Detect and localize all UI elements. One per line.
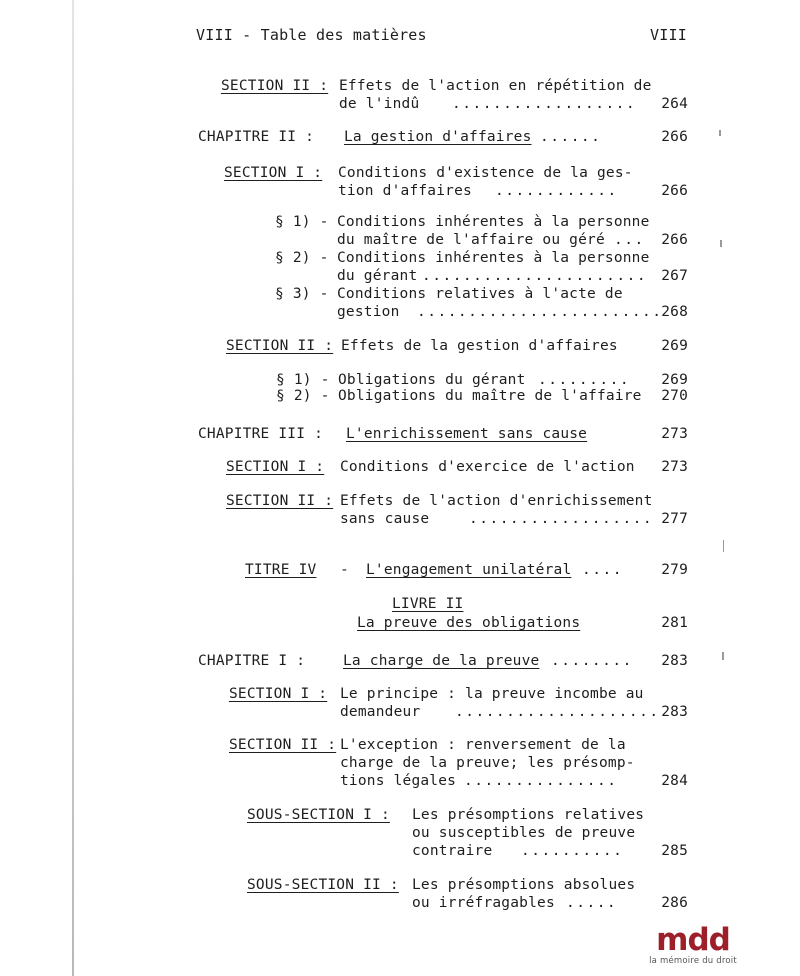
toc-page-number[interactable]: 286 bbox=[661, 895, 688, 911]
toc-leader: ...................... bbox=[422, 268, 648, 284]
toc-page-number[interactable]: 267 bbox=[661, 268, 688, 284]
toc-title-line: Effets de l'action en répétition de bbox=[339, 78, 652, 94]
toc-title-line: tions légales bbox=[340, 773, 457, 789]
mdd-logo bbox=[643, 924, 743, 967]
toc-leader: .......... bbox=[521, 843, 624, 859]
scan-speck bbox=[719, 130, 721, 136]
toc-label: SECTION I : bbox=[229, 686, 328, 702]
page-header-numeral: VIII bbox=[650, 26, 687, 44]
toc-title-line: La preuve des obligations bbox=[357, 615, 581, 631]
toc-title-line: ou susceptibles de preuve bbox=[412, 825, 636, 841]
page-header-title: VIII - Table des matières bbox=[196, 26, 427, 44]
toc-title-line: Obligations du maître de l'affaire bbox=[338, 388, 642, 404]
toc-title-line: Conditions inhérentes à la personne bbox=[337, 214, 650, 230]
toc-label: CHAPITRE II : bbox=[198, 129, 315, 145]
toc-page-number[interactable]: 277 bbox=[661, 511, 688, 527]
toc-dash: - bbox=[340, 562, 349, 578]
toc-page-number[interactable]: 266 bbox=[661, 183, 688, 199]
toc-label: § 1) - bbox=[275, 214, 329, 230]
toc-title-line: Effets de la gestion d'affaires bbox=[341, 338, 618, 354]
toc-label: § 1) - bbox=[276, 372, 330, 388]
toc-title-line: Conditions inhérentes à la personne bbox=[337, 250, 650, 266]
toc-livre-heading: LIVRE II bbox=[392, 596, 464, 612]
toc-title-line: contraire bbox=[412, 843, 493, 859]
toc-title-line: La charge de la preuve bbox=[343, 653, 540, 669]
toc-title-line: L'exception : renversement de la bbox=[340, 737, 626, 753]
toc-label: § 3) - bbox=[275, 286, 329, 302]
toc-title-line: du maître de l'affaire ou géré bbox=[337, 232, 605, 248]
toc-label: § 2) - bbox=[276, 388, 330, 404]
toc-page-number[interactable]: 284 bbox=[661, 773, 688, 789]
toc-page-number[interactable]: 266 bbox=[661, 129, 688, 145]
toc-label: SOUS-SECTION I : bbox=[247, 807, 390, 823]
toc-label: SOUS-SECTION II : bbox=[247, 877, 399, 893]
toc-title-line: demandeur bbox=[340, 704, 421, 720]
toc-label: SECTION II : bbox=[229, 737, 337, 753]
toc-leader: .................. bbox=[452, 96, 637, 112]
toc-title-line: Conditions d'exercice de l'action bbox=[340, 459, 635, 475]
toc-title-line: du gérant bbox=[337, 268, 418, 284]
toc-page-number[interactable]: 264 bbox=[661, 96, 688, 112]
toc-title-line: Le principe : la preuve incombe au bbox=[340, 686, 644, 702]
toc-title-line: Les présomptions absolues bbox=[412, 877, 636, 893]
toc-label: SECTION I : bbox=[224, 165, 323, 181]
toc-title-line: de l'indû bbox=[339, 96, 420, 112]
scan-speck bbox=[720, 240, 722, 247]
toc-title-line: Conditions d'existence de la ges- bbox=[338, 165, 633, 181]
scan-speck bbox=[722, 652, 724, 660]
toc-label: § 2) - bbox=[275, 250, 329, 266]
toc-title-line: gestion bbox=[337, 304, 400, 320]
toc-label: TITRE IV bbox=[245, 562, 317, 578]
toc-title-line: tion d'affaires bbox=[338, 183, 472, 199]
logo-tagline: la mémoire du droit bbox=[649, 956, 737, 966]
toc-leader: .... bbox=[582, 562, 623, 578]
toc-title-line: L'engagement unilatéral bbox=[366, 562, 572, 578]
toc-leader: .................... bbox=[455, 704, 660, 720]
toc-leader: .................. bbox=[469, 511, 654, 527]
toc-leader: ......... bbox=[538, 372, 631, 388]
toc-label: CHAPITRE I : bbox=[198, 653, 306, 669]
toc-page-number[interactable]: 270 bbox=[661, 388, 688, 404]
toc-page-number[interactable]: 283 bbox=[661, 653, 688, 669]
toc-title-line: L'enrichissement sans cause bbox=[346, 426, 588, 442]
toc-leader: ............ bbox=[495, 183, 618, 199]
toc-leader: ........ bbox=[551, 653, 633, 669]
toc-page-number[interactable]: 269 bbox=[661, 338, 688, 354]
toc-leader: ........................ bbox=[417, 304, 663, 320]
toc-page-number[interactable]: 283 bbox=[661, 704, 688, 720]
toc-title-line: Effets de l'action d'enrichissement bbox=[340, 493, 653, 509]
toc-page-number[interactable]: 269 bbox=[661, 372, 688, 388]
toc-page-number[interactable]: 273 bbox=[661, 426, 688, 442]
toc-title-line: Conditions relatives à l'acte de bbox=[337, 286, 623, 302]
toc-label: SECTION II : bbox=[221, 78, 329, 94]
toc-title-line: Obligations du gérant bbox=[338, 372, 526, 388]
toc-label: CHAPITRE III : bbox=[198, 426, 324, 442]
toc-title-line: charge de la preuve; les présomp- bbox=[340, 755, 635, 771]
toc-page-number[interactable]: 285 bbox=[661, 843, 688, 859]
toc-page-number[interactable]: 273 bbox=[661, 459, 688, 475]
toc-label: SECTION II : bbox=[226, 338, 334, 354]
toc-title-line: Les présomptions relatives bbox=[412, 807, 645, 823]
toc-title-line: sans cause bbox=[340, 511, 430, 527]
scan-edge-line bbox=[72, 0, 74, 976]
scan-speck bbox=[723, 540, 724, 552]
toc-label: SECTION II : bbox=[226, 493, 334, 509]
toc-leader: ...... bbox=[540, 129, 602, 145]
toc-page-number[interactable]: 268 bbox=[661, 304, 688, 320]
toc-label: SECTION I : bbox=[226, 459, 325, 475]
toc-page-number[interactable]: 266 bbox=[661, 232, 688, 248]
logo-mark: mdd bbox=[656, 922, 730, 958]
toc-leader: ... bbox=[614, 232, 645, 248]
toc-page-number[interactable]: 281 bbox=[661, 615, 688, 631]
toc-title-line: La gestion d'affaires bbox=[344, 129, 532, 145]
toc-title-line: ou irréfragables bbox=[412, 895, 555, 911]
toc-page-number[interactable]: 279 bbox=[661, 562, 688, 578]
toc-leader: ..... bbox=[566, 895, 618, 911]
toc-leader: ............... bbox=[464, 773, 618, 789]
